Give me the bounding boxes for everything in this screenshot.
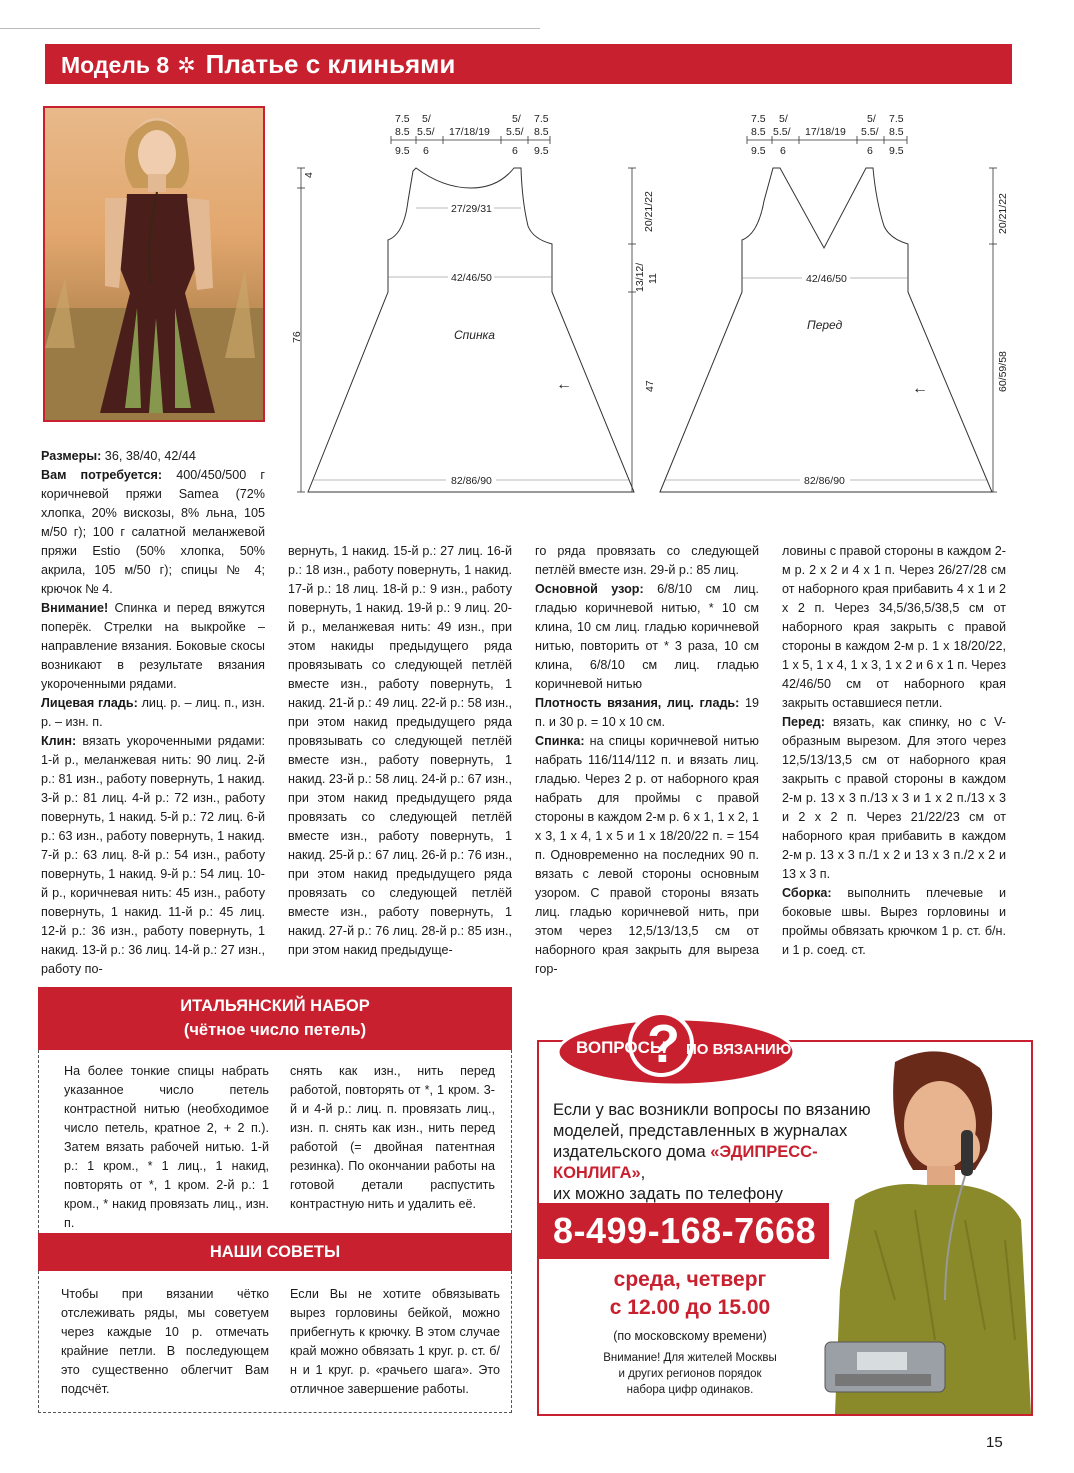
fdim-side: 60/59/58: [997, 351, 1009, 392]
attention-label: Внимание!: [41, 601, 109, 615]
fdim-b1r: 5/: [867, 113, 876, 125]
front-direction-arrow-icon: ←: [912, 380, 928, 397]
fdim-b2: 5.5/: [773, 126, 791, 138]
fdim-chest: 42/46/50: [806, 273, 847, 285]
tips-text-left: Чтобы при вязании чётко отслеживать ряды, мы советуем через каждые 10 р. отмечать крайние петли. В последующем это существенно облегчит Вам подсчёт.: [61, 1287, 269, 1396]
page-number: 15: [986, 1434, 1003, 1451]
helpline-note: [539, 1350, 841, 1398]
model-photo: [43, 106, 265, 422]
model-title: Платье с клиньями: [205, 49, 456, 79]
front-label-text: Перед:: [782, 715, 825, 729]
tips-box: [38, 1271, 512, 1413]
model-number: Модель 8: [61, 52, 170, 78]
dim-height: 76: [291, 331, 303, 343]
back-label: Спинка: [454, 328, 495, 342]
note-line-2: и других регионов порядок: [618, 1368, 762, 1380]
gauge-label: Плотность вязания, лиц. гладь:: [535, 696, 740, 710]
back-text-continued: ловины с правой стороны в каждом 2-м р. 2 х 2 и 4 х 1 п. Через 26/27/28 см от наборного края прибавить 4 х 1 и 2 х 2 п. Через 34,5/36,5/38,5 см от наборного края закрыть с правой стороны в каждом 2-м р. 1 х 18/20/22, 1 х 5, 1 х 4, 1 х 3, 1 х 2 и 6 х 1 п. Через 42/46/50 см от наборного края закрыть оставшиеся петли.: [782, 544, 1006, 710]
dim-side-upper2: 11: [647, 273, 659, 284]
publisher-name: «ЭДИПРЕСС-КОНЛИГА»: [553, 1143, 818, 1182]
note-line-3: набора цифр одинаков.: [626, 1384, 754, 1396]
dim-chest: 42/46/50: [451, 272, 492, 284]
main-pattern-text: 6/8/10 см лиц. гладью коричневой нитью, * 10 см клина, 10 см лиц. гладью коричневой нитью, повторить от * 3 раза, 10 см клина, 6/8/10 см лиц. гладью коричневой нитью: [535, 582, 759, 691]
helpline-timezone: (по московскому времени): [613, 1329, 767, 1343]
badge-left-text: ВОПРОСЫ: [576, 1038, 667, 1057]
gusset-text: вязать укороченными рядами: 1-й р., меланжевая нить: 90 лиц. 2-й р.: 81 изн., работу повернуть, 1 накид. 3-й р.: 81 лиц. 4-й р.: 72 изн., работу повернуть, 1 накид. 5-й р.: 72 лиц. 6-й р.: 63 изн., работу повернуть, 1 накид. 7-й р.: 63 лиц. 8-й р.: 54 изн., работу повернуть, 1 накид. 9-й р.: 54 лиц. 10-й р., коричневая нить: 45 изн., работу повернуть, 1 накид. 11-й р.: 45 лиц. 12-й р.: 36 изн., работу повернуть, 1 накид. 13-й р.: 36 лиц. 14-й р.: 27 изн., работу по-: [41, 734, 265, 976]
text-column-3: [535, 542, 759, 979]
italian-cast-on-header: [38, 987, 512, 1050]
dim-shoulder: 27/29/31: [451, 203, 492, 215]
italian-text-left: На более тонкие спицы набрать указанное число петель контрастной нитью (необходимое число петель, кратное 2, + 2 п.). Затем вязать рабочей нитью. 1-й р.: 1 кром., * 1 лиц., 1 накид, повторять от *, 1 кром. 2-й р.: 1 кром., * накид провязать лиц., изн. п.: [64, 1064, 269, 1230]
intro-line-1: Если у вас возникли вопросы по вязанию: [553, 1101, 871, 1119]
sizes-label: Размеры:: [41, 449, 102, 463]
sizes-text: 36, 38/40, 42/44: [101, 449, 196, 463]
note-line-1: Внимание! Для жителей Москвы: [603, 1352, 777, 1364]
tips-title: НАШИ СОВЕТЫ: [209, 1243, 341, 1261]
dim-a3: 9.5: [395, 145, 410, 157]
star-icon: ✲: [177, 53, 196, 78]
back-label-text: Спинка:: [535, 734, 585, 748]
dim-a3r: 9.5: [534, 145, 549, 157]
questions-badge: [556, 1008, 796, 1088]
dim-b2r: 5.5/: [506, 126, 524, 138]
back-text: на спицы коричневой нитью набрать 116/114/112 п. и вязать лиц. гладью. Через 2 р. от наборного края набрать для проймы с правой стороны в каждом 2-м р. 6 х 1, 1 х 2, 1 х 3, 1 х 4, 1 х 5 и 1 х 18/20/22 п. = 154 п. Одновременно на последних 90 п. вязать с левой стороны основным узором. С правой стороны вязать лиц. гладью коричневой нить, при этом через 12,5/13/13,5 см от наборного края закрыть для выреза гор-: [535, 734, 759, 976]
attention-text: Спинка и перед вяжутся поперёк. Стрелки на выкройке – направление вязания. Боковые скосы возникают в результате вязания укороченными рядами.: [41, 601, 265, 691]
helpline-hours: с 12.00 до 15.00: [609, 1296, 771, 1319]
fdim-a2r: 8.5: [889, 126, 904, 138]
intro-line-3: издательского дома: [553, 1143, 711, 1161]
fdim-a1: 7.5: [751, 113, 766, 125]
back-pattern-diagram: [288, 106, 659, 504]
dim-b3r: 6: [512, 145, 518, 157]
stockinette-label: Лицевая гладь:: [41, 696, 138, 710]
operator-photo: [815, 1040, 1031, 1414]
italian-title: ИТАЛЬЯНСКИЙ НАБОР: [180, 997, 370, 1015]
gusset-text-end: го ряда провязать со следующей петлёй вместе изн. 29-й р.: 85 лиц.: [535, 544, 759, 577]
text-column-4: [782, 542, 1006, 960]
dim-a2r: 8.5: [534, 126, 549, 138]
fdim-b3r: 6: [867, 145, 873, 157]
intro-line-4: их можно задать по телефону: [553, 1185, 783, 1203]
fdim-armhole: 20/21/22: [997, 193, 1009, 234]
fdim-b2r: 5.5/: [861, 126, 879, 138]
dim-b2: 5.5/: [417, 126, 435, 138]
fdim-a2: 8.5: [751, 126, 766, 138]
fdim-a3r: 9.5: [889, 145, 904, 157]
dim-b3: 6: [423, 145, 429, 157]
dim-a1: 7.5: [395, 113, 410, 125]
dim-armhole: 20/21/22: [643, 191, 655, 232]
fdim-a1r: 7.5: [889, 113, 904, 125]
dim-c: 17/18/19: [449, 126, 490, 138]
dim-hem: 82/86/90: [451, 475, 492, 487]
fdim-b3: 6: [780, 145, 786, 157]
gusset-text-continued: вернуть, 1 накид. 15-й р.: 27 лиц. 16-й р.: 18 изн., работу повернуть, 1 накид. 17-й р.: 18 лиц. 18-й р.: 9 изн., работу повернуть, 1 накид. 19-й р.: 9 лиц. 20-й р., меланжевая нить: 49 изн., при этом накиды предыдущего ряда провязывать со следующей петлёй вместе изн., работу повернуть, 1 накид. 21-й р.: 49 лиц. 22-й р.: 58 изн., при этом накид предыдущего ряда провязывать со следующей петлёй вместе изн., работу повернуть, 1 накид. 23-й р.: 58 лиц. 24-й р.: 67 изн., при этом накид предыдущего ряда провязать со следующей петлёй вместе изн., работу повернуть, 1 накид. 25-й р.: 67 лиц. 26-й р.: 76 изн., при этом накид предыдущего ряда провязать со следующей петлёй вместе изн., работу повернуть, 1 накид. 27-й р.: 76 лиц. 28-й р.: 85 изн., при этом накид предыдуще-: [288, 544, 512, 957]
woman-in-dress-image: [45, 108, 263, 420]
helpline-schedule: [539, 1266, 841, 1322]
dim-b1r: 5/: [512, 113, 521, 125]
dim-b1: 5/: [422, 113, 431, 125]
front-pattern-diagram: [652, 106, 1020, 504]
fdim-b1: 5/: [779, 113, 788, 125]
tips-header: [38, 1233, 512, 1271]
model-header: [45, 44, 1012, 84]
intro-line-2: моделей, представленных в журналах: [553, 1122, 848, 1140]
main-pattern-label: Основной узор:: [535, 582, 644, 596]
materials-label: Вам потребуется:: [41, 468, 163, 482]
question-mark-icon: ?: [647, 1014, 680, 1074]
dim-side-upper: 13/12/: [634, 262, 646, 292]
helpline-days: среда, четверг: [613, 1268, 767, 1291]
italian-cast-on-box: [38, 1050, 512, 1233]
top-rule: [0, 28, 540, 29]
text-column-1: [41, 447, 265, 979]
gauge-text: 19 п. и 30 р. = 10 х 10 см.: [535, 696, 759, 729]
assembly-text: выполнить плечевые и боковые швы. Вырез горловины и проймы обвязать крючком 1 р. ст. б/н. и 1 р. соед. ст.: [782, 886, 1006, 957]
fdim-hem: 82/86/90: [804, 475, 845, 487]
dim-a1r: 7.5: [534, 113, 549, 125]
assembly-label: Сборка:: [782, 886, 832, 900]
front-label: Перед: [807, 318, 843, 332]
gusset-label: Клин:: [41, 734, 77, 748]
italian-subtitle: (чётное число петель): [183, 1021, 367, 1039]
intro-comma: ,: [640, 1164, 646, 1182]
fdim-c: 17/18/19: [805, 126, 846, 138]
fdim-a3: 9.5: [751, 145, 766, 157]
text-column-2: [288, 542, 512, 960]
materials-text: 400/450/500 г коричневой пряжи Samea (72% хлопка, 20% вискозы, 8% льна, 105 м/50 г); 100 г салатной меланжевой пряжи Estio (50% хлопка, 50% акрила, 105 м/50 г); спицы № 4; крючок № 4.: [41, 468, 265, 596]
dim-neck-depth: 4: [303, 172, 315, 178]
tips-text-right: Если Вы не хотите обвязывать вырез горловины бейкой, можно прибегнуть к крючку. В этом случае край можно обвязать 1 круг. р. ст. б/н и 1 круг. р. «рачьего шага». Это отличное завершение работы.: [290, 1287, 500, 1396]
front-text: вязать, как спинку, но с V-образным вырезом. Для этого через 12,5/13/13,5 см от наборного края закрыть с правой стороны в каждом 2-м р. 13 х 3 п./13 х 3 и 1 х 2 п./13 х 3 и 2 х 2 п. Через 21/22/23 см от наборного края прибавить в каждом 2-м р. 13 х 3 п./1 х 2 и 13 х 3 п./2 х 2 и 13 х 3 п.: [782, 715, 1006, 881]
helpline-intro: [553, 1100, 883, 1205]
italian-text-right: снять как изн., нить перед работой, повторять от *, 1 кром. 3-й и 4-й р.: лиц. п. провязать лиц., изн. п. снять как изн., нить перед работой (= двойная патентная резинка). По окончании работы на готовой детали распустить контрастную нить и удалить её.: [290, 1064, 495, 1211]
phone-number[interactable]: 8-499-168-7668: [539, 1203, 829, 1259]
knit-direction-arrow-icon: ←: [556, 376, 572, 393]
dim-a2: 8.5: [395, 126, 410, 138]
dim-side-lower: 47: [644, 380, 656, 392]
stockinette-text: лиц. р. – лиц. п., изн. р. – изн. п.: [41, 696, 265, 729]
badge-right-text: ПО ВЯЗАНИЮ: [686, 1041, 792, 1058]
